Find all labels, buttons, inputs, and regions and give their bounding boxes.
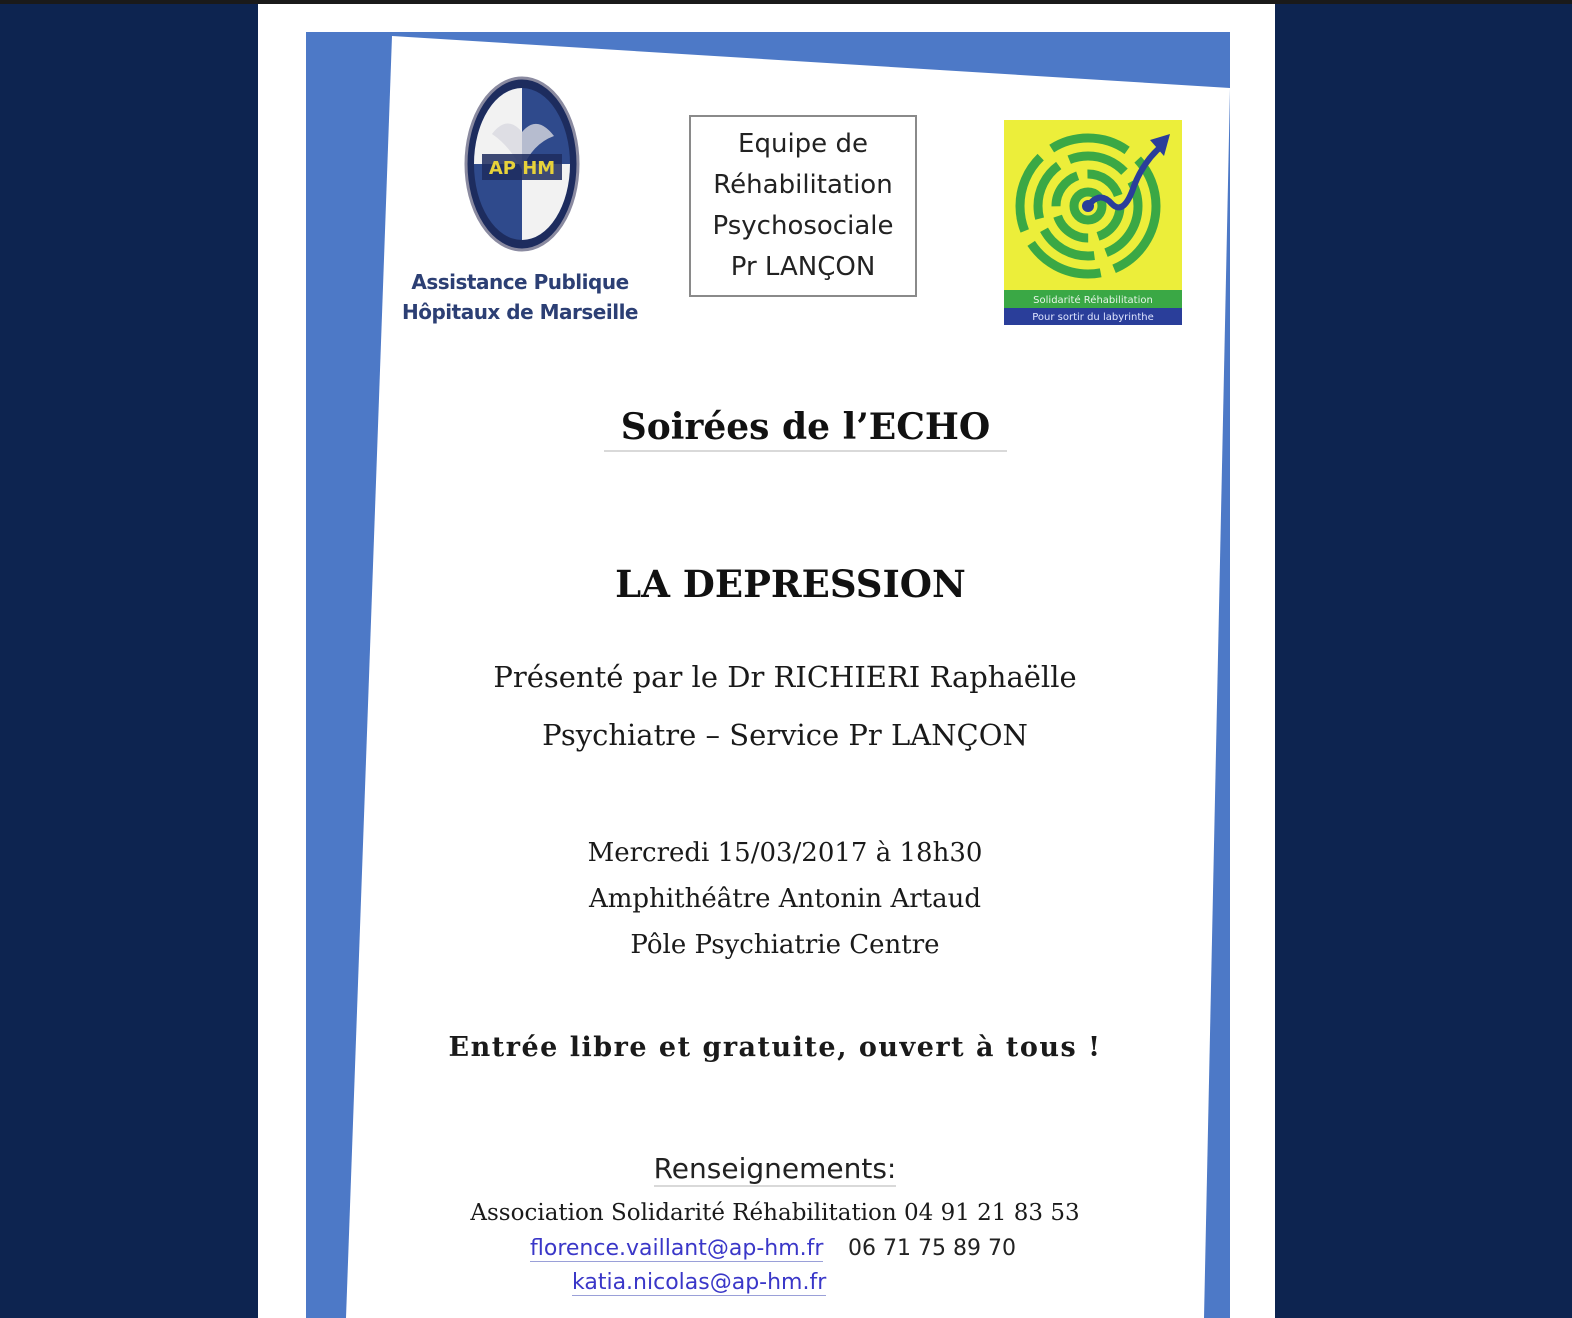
flyer-page: [258, 4, 1275, 1318]
team-line: Pr LANÇON: [730, 252, 876, 282]
solidarite-rehabilitation-logo: [1004, 120, 1182, 325]
contact-email-link[interactable]: katia.nicolas@ap-hm.fr: [572, 1270, 827, 1295]
aphm-logo: [400, 68, 640, 338]
team-line: Psychosociale: [712, 211, 894, 241]
event-admission: Entrée libre et gratuite, ouvert à tous !: [448, 1032, 1102, 1063]
team-line: Equipe de: [738, 129, 868, 159]
event-presenter: Présenté par le Dr RICHIERI Raphaëlle: [493, 660, 1077, 694]
contact-phone: 06 71 75 89 70: [848, 1236, 1016, 1261]
aphm-caption-line1: Assistance Publique: [411, 270, 629, 294]
contact-association: Association Solidarité Réhabilitation 04 91 21 83 53: [470, 1200, 1080, 1226]
event-subject: LA DEPRESSION: [615, 562, 966, 606]
event-pole: Pôle Psychiatrie Centre: [630, 930, 940, 960]
solidarite-line1: Solidarité Réhabilitation: [1033, 295, 1153, 306]
team-line: Réhabilitation: [713, 170, 893, 200]
event-series-title: Soirées de l’ECHO: [604, 406, 1007, 452]
solidarite-line2: Pour sortir du labyrinthe: [1032, 312, 1154, 323]
event-date: Mercredi 15/03/2017 à 18h30: [587, 838, 983, 868]
aphm-emblem-text: AP HM: [488, 158, 556, 179]
contact-label-text: Renseignements:: [653, 1152, 897, 1185]
contact-email-link[interactable]: florence.vaillant@ap-hm.fr: [530, 1236, 824, 1261]
team-box: [689, 115, 917, 297]
event-venue: Amphithéâtre Antonin Artaud: [589, 884, 981, 914]
aphm-emblem-icon: [462, 74, 582, 254]
event-speaker-role: Psychiatre – Service Pr LANÇON: [542, 718, 1028, 752]
aphm-caption-line2: Hôpitaux de Marseille: [401, 300, 638, 324]
contact-label: [608, 1152, 942, 1185]
